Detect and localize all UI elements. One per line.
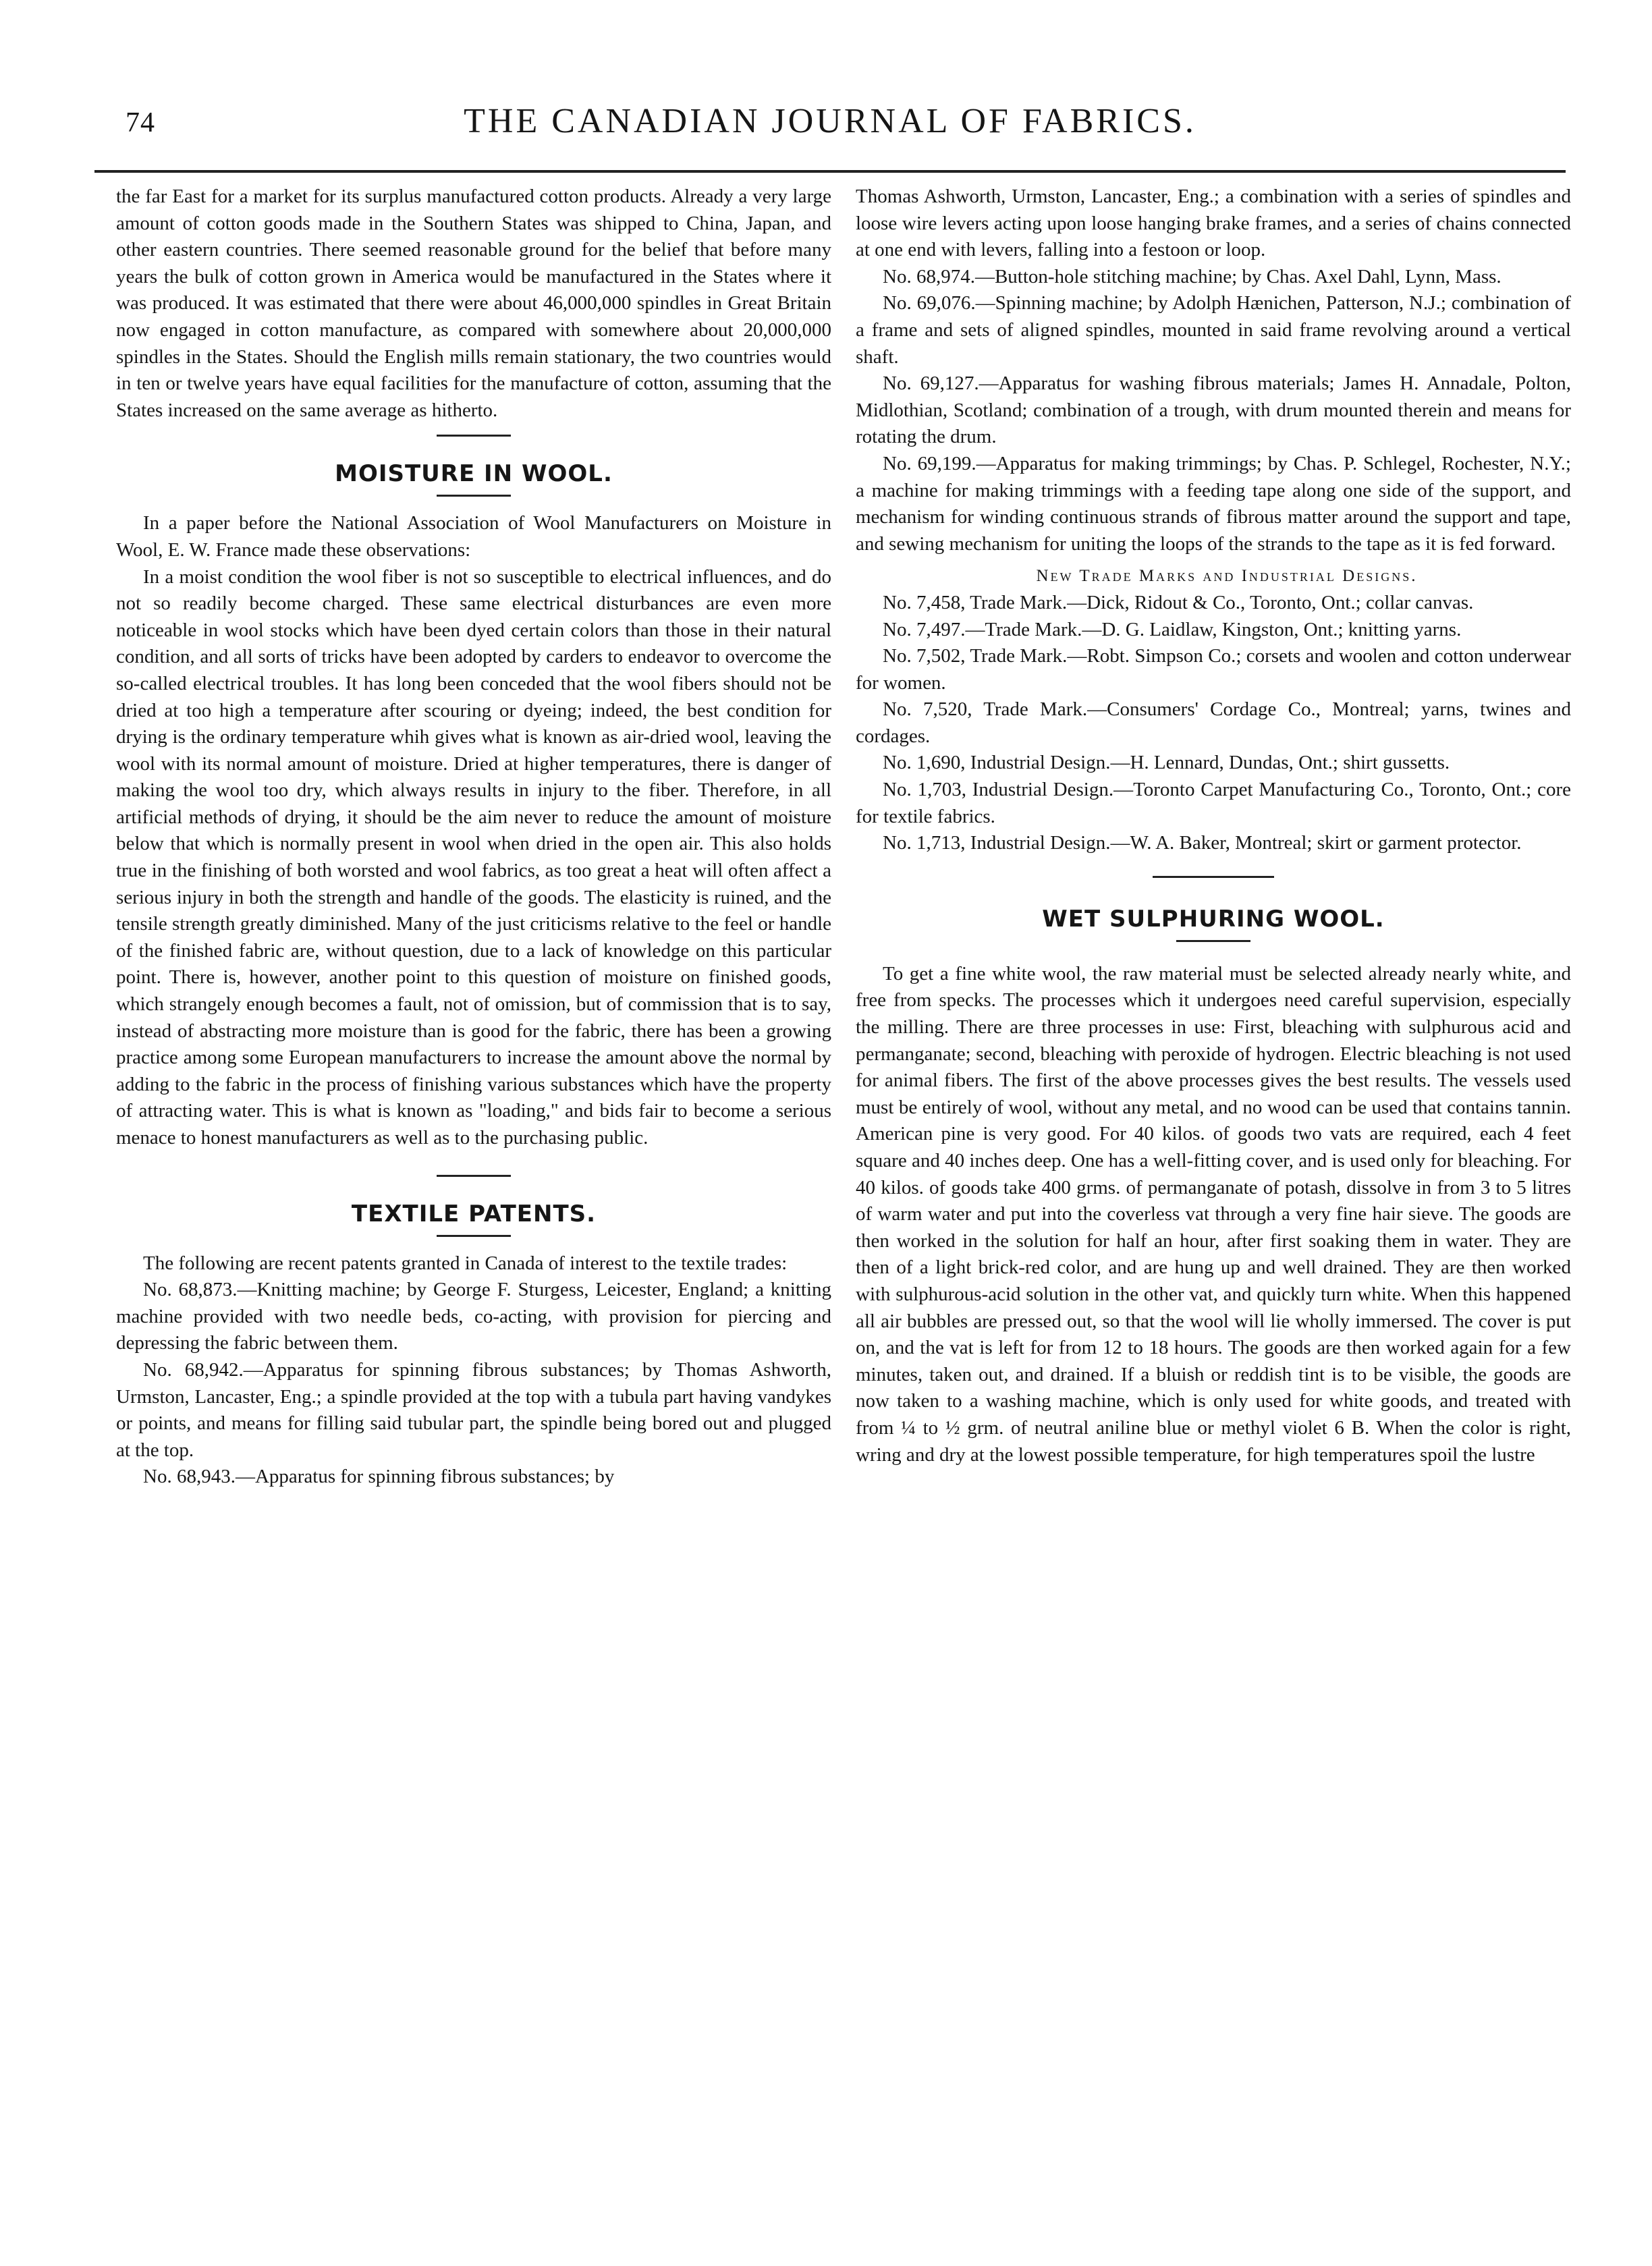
moisture-body-paragraph: In a moist condition the wool fiber is not so susceptible to electrical influences, and do not so readily become charged. These same electrical disturbances are even more noticeable in wool stocks which have been dyed certain colors than those in their natural condition, and all sorts of tricks have been adopted by carders to endeavor to overcome the so-called electrical troubles. It has long been conceded that the wool fibers should not be dried at too high a temperature after scouring or dyeing; indeed, the best condition for drying is the ordinary temperature whih gives what is known as air-dried wool, leaving the wool with its normal amount of moisture. Dried at higher temperatures, there is danger of making the wool too dry, which always results in injury to the fiber. Therefore, in all artificial methods of drying, it should be the aim never to reduce the amount of moisture below that which is normally present in wool when dried in the open air. This also holds true in the finishing of both worsted and wool fabrics, as too great a heat will often affect a serious injury in both the strength and handle of the goods. The elasticity is ruined, and the tensile strength greatly diminished. Many of the just criticisms relative to the feel or handle of the finished fabric are, without question, due to a lack of knowledge on this particular point. There is, however, another point to this question of moisture on finished goods, which strangely enough becomes a fault, not of omission, but of commission that is to say, instead of abstracting more moisture than is good for the fabric, there has been a growing practice among some European manufacturers to increase the amount above the normal by adding to the fabric in the process of finishing various substances which have the property of attracting water. This is what is known as "loading," and bids fair to become a serious menace to honest manufacturers as well as to the purchasing public. — [116, 565, 831, 1149]
moisture-intro-paragraph: In a paper before the National Association of Wool Manufacturers on Moisture in Wool, E. W. France made these observations: — [116, 512, 831, 561]
patent-entry: No. 68,942.—Apparatus for spinning fibrous substances; by Thomas Ashworth, Urmston, Lancaster, Eng.; a spindle provided at the top with a tubula part having vandykes or points, and means for filling said tubular part, the spindle being bored out and plugged at the top. — [116, 1358, 831, 1461]
page-header — [94, 101, 1566, 162]
sulphuring-body-paragraph: To get a fine white wool, the raw material must be selected already nearly white, and free from specks. The processes which it undergoes need careful supervision, especially the milling. There are three processes in use: First, bleaching with sulphurous acid and permanganate; second, bleaching with peroxide of hydrogen. Electric bleaching is not used for animal fibers. The first of the above processes gives the best results. The vessels used must be entirely of wool, without any metal, and no wood can be used that contains tannin. American pine is very good. For 40 kilos. of goods two vats are required, each 4 feet square and 40 inches deep. One has a well-fitting cover, and is used only for bleaching. For 40 kilos. of goods take 400 grms. of permanganate of potash, dissolve in from 3 to 5 litres of warm water and put into the coverless vat through a very fine hair sieve. The goods are then worked in the solution for half an hour, after first soaking them in water. They are then of a light brick-red color, and are hung up and well drained. They are then worked with sulphurous-acid solution in the other vat, and quickly turn white. When this happened all air bubbles are pressed out, so that the wool will lie wholly immersed. The cover is put on, and the vat is left for from 12 to 18 hours. The goods are then worked again for a few minutes, taken out, and drained. If a bluish or reddish tint is to be visible, the goods are now taken to a washing machine, which is only used for white goods, and treated with from ¼ to ½ grm. of neutral aniline blue or methyl violet 6 B. When the color is right, wring and dry at the lowest possible temperature, for high temperatures spoil the lustre — [856, 962, 1571, 1466]
patent-entry-continued: Thomas Ashworth, Urmston, Lancaster, Eng.; a combination with a series of spindles and loose wire levers acting upon loose hanging brake frames, and a series of chains connected at one end with levers, falling into a festoon or loop. — [856, 186, 1571, 261]
textile-patents-heading: TEXTILE PATENTS. — [351, 1200, 597, 1227]
trade-mark-entry: No. 7,502, Trade Mark.—Robt. Simpson Co.; corsets and woolen and cotton underwear for women. — [856, 645, 1571, 694]
patent-entry: No. 68,873.—Knitting machine; by George F. Sturgess, Leicester, England; a knitting machine provided with two needle beds, co-acting, with provision for piercing and depressing the fabric between them. — [116, 1279, 831, 1354]
right-column — [856, 184, 1571, 1468]
trade-mark-entry: No. 1,690, Industrial Design.—H. Lennard, Dundas, Ont.; shirt gussetts. — [883, 752, 1450, 774]
trade-mark-entry: No. 1,703, Industrial Design.—Toronto Carpet Manufacturing Co., Toronto, Ont.; core for textile fabrics. — [856, 779, 1571, 827]
section-divider — [437, 1175, 511, 1177]
header-rule — [94, 170, 1566, 173]
patent-entry: No. 68,943.—Apparatus for spinning fibrous substances; by — [143, 1466, 615, 1488]
section-divider — [1153, 876, 1274, 878]
trade-mark-entry: No. 7,520, Trade Mark.—Consumers' Cordage Co., Montreal; yarns, twines and cordages. — [856, 698, 1571, 747]
trade-mark-entry: No. 7,497.—Trade Mark.—D. G. Laidlaw, Kingston, Ont.; knitting yarns. — [883, 618, 1462, 640]
trade-marks-subheading: New Trade Marks and Industrial Designs. — [1036, 567, 1418, 586]
page-number: 74 — [126, 107, 155, 138]
patent-entry: No. 69,127.—Apparatus for washing fibrous materials; James H. Annadale, Polton, Midlothian, Scotland; combination of a trough, with drum mounted therein and means for rotating the drum. — [856, 372, 1571, 448]
wet-sulphuring-wool-heading: WET SULPHURING WOOL. — [1042, 905, 1385, 933]
continued-paragraph: the far East for a market for its surplus manufactured cotton products. Already a very large amount of cotton goods made in the Southern States was shipped to China, Japan, and other eastern countries. There seemed reasonable ground for the belief that before many years the bulk of cotton grown in America would be manufactured in the States where it was produced. It was estimated that there were about 46,000,000 spindles in Great Britain now engaged in cotton manufacture, as compared with somewhere about 20,000,000 spindles in the States. Should the English mills remain stationary, the two countries would in ten or twelve years have equal facilities for the manufacture of cotton, assuming that the States increased on the same average as hitherto. — [116, 186, 831, 421]
patent-entry: No. 69,076.—Spinning machine; by Adolph Hænichen, Patterson, N.J.; combination of a frame and sets of aligned spindles, mounted in said frame revolving around a vertical shaft. — [856, 292, 1571, 368]
patent-entry: No. 69,199.—Apparatus for making trimmings; by Chas. P. Schlegel, Rochester, N.Y.; a machine for making trimmings with a feeding tape along one side of the support, and mechanism for winding continuous strands of fibrous matter around the support and tape, and sewing mechanism for uniting the loops of the strands to the tape as it is fed forward. — [856, 452, 1571, 555]
trade-mark-entry: No. 1,713, Industrial Design.—W. A. Baker, Montreal; skirt or garment protector. — [883, 832, 1522, 854]
left-column — [116, 184, 831, 1491]
patents-intro-paragraph: The following are recent patents granted in Canada of interest to the textile trades: — [143, 1252, 788, 1274]
trade-mark-entry: No. 7,458, Trade Mark.—Dick, Ridout & Co., Toronto, Ont.; collar canvas. — [883, 591, 1474, 613]
section-divider — [437, 435, 511, 437]
patent-entry: No. 68,974.—Button-hole stitching machine; by Chas. Axel Dahl, Lynn, Mass. — [883, 265, 1502, 287]
moisture-in-wool-heading: MOISTURE IN WOOL. — [335, 460, 613, 488]
journal-title: THE CANADIAN JOURNAL OF FABRICS. — [464, 102, 1196, 140]
